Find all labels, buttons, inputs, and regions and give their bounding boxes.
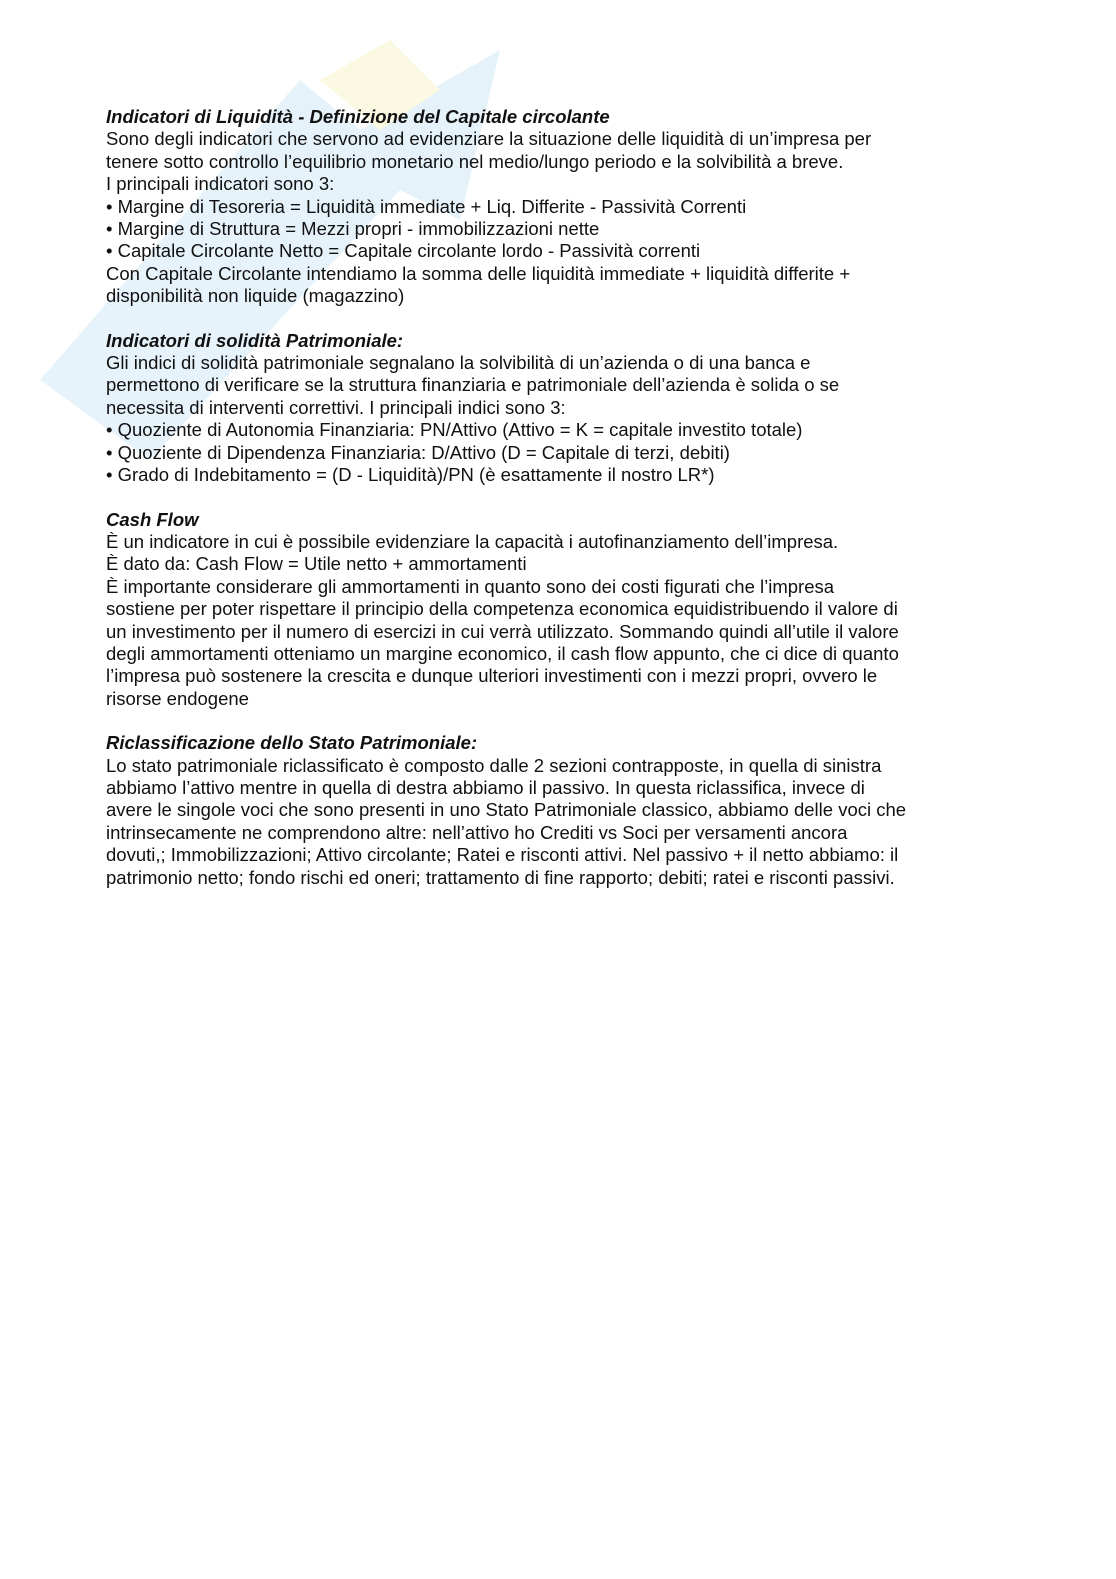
bullet-item: • Margine di Struttura = Mezzi propri - immobilizzazioni nette bbox=[106, 218, 600, 240]
text-line: I principali indicatori sono 3: bbox=[106, 173, 335, 195]
bullet-item: • Quoziente di Autonomia Finanziaria: PN/Attivo (Attivo = K = capitale investito totale) bbox=[106, 419, 803, 441]
text-line: abbiamo l’attivo mentre in quella di destra abbiamo il passivo. In questa riclassifica, invece di bbox=[106, 776, 865, 798]
text-line: È un indicatore in cui è possibile evidenziare la capacità i autofinanziamento dell’impresa. bbox=[106, 530, 839, 552]
section-cash-flow bbox=[106, 509, 1006, 711]
text-line: Con Capitale Circolante intendiamo la somma delle liquidità immediate + liquidità differite + bbox=[106, 262, 851, 284]
text-line: permettono di verificare se la struttura finanziaria e patrimoniale dell’azienda è solida o se bbox=[106, 374, 840, 396]
section-title: Cash Flow bbox=[106, 508, 199, 530]
text-line: tenere sotto controllo l’equilibrio monetario nel medio/lungo periodo e la solvibilità a breve. bbox=[106, 150, 844, 172]
text-line: dovuti,; Immobilizzazioni; Attivo circolante; Ratei e risconti attivi. Nel passivo + il netto abbiamo: il bbox=[106, 844, 899, 866]
text-line: patrimonio netto; fondo rischi ed oneri; trattamento di fine rapporto; debiti; ratei e risconti passivi. bbox=[106, 866, 895, 888]
section-title: Indicatori di Liquidità - Definizione del Capitale circolante bbox=[106, 106, 610, 127]
text-line: Lo stato patrimoniale riclassificato è composto dalle 2 sezioni contrapposte, in quella di sinistra bbox=[106, 754, 882, 776]
text-line: Gli indici di solidità patrimoniale segnalano la solvibilità di un’azienda o di una banca e bbox=[106, 352, 811, 374]
bullet-item: • Quoziente di Dipendenza Finanziaria: D/Attivo (D = Capitale di terzi, debiti) bbox=[106, 441, 730, 463]
text-line: avere le singole voci che sono presenti in uno Stato Patrimoniale classico, abbiamo delle voci che bbox=[106, 799, 907, 821]
text-line: l’impresa può sostenere la crescita e dunque ulteriori investimenti con i mezzi propri, ovvero le bbox=[106, 665, 878, 687]
text-line: intrinsecamente ne comprendono altre: nell’attivo ho Crediti vs Soci per versamenti ancora bbox=[106, 821, 848, 843]
bullet-item: • Grado di Indebitamento = (D - Liquidità)/PN (è esattamente il nostro LR*) bbox=[106, 464, 715, 486]
section-liquidita bbox=[106, 106, 1006, 308]
section-riclassificazione bbox=[106, 732, 1006, 889]
text-line: È importante considerare gli ammortamenti in quanto sono dei costi figurati che l’impresa bbox=[106, 575, 835, 597]
text-line: sostiene per poter rispettare il principio della competenza economica equidistribuendo il valore di bbox=[106, 598, 898, 620]
text-line: necessita di interventi correttivi. I principali indici sono 3: bbox=[106, 396, 566, 418]
document-page bbox=[106, 106, 1006, 911]
section-title: Indicatori di solidità Patrimoniale: bbox=[106, 329, 404, 351]
text-line: Sono degli indicatori che servono ad evidenziare la situazione delle liquidità di un’impresa per bbox=[106, 128, 872, 150]
text-line: disponibilità non liquide (magazzino) bbox=[106, 285, 405, 307]
text-line: degli ammortamenti otteniamo un margine economico, il cash flow appunto, che ci dice di quanto bbox=[106, 642, 899, 664]
text-line: È dato da: Cash Flow = Utile netto + ammortamenti bbox=[106, 553, 527, 575]
text-line: un investimento per il numero di esercizi in cui verrà utilizzato. Sommando quindi all’utile il valore bbox=[106, 620, 899, 642]
bullet-item: • Margine di Tesoreria = Liquidità immediate + Liq. Differite - Passività Correnti bbox=[106, 195, 747, 217]
section-solidita bbox=[106, 330, 1006, 487]
bullet-item: • Capitale Circolante Netto = Capitale circolante lordo - Passività correnti bbox=[106, 240, 701, 262]
text-line: risorse endogene bbox=[106, 687, 249, 709]
section-title: Riclassificazione dello Stato Patrimoniale: bbox=[106, 732, 478, 754]
